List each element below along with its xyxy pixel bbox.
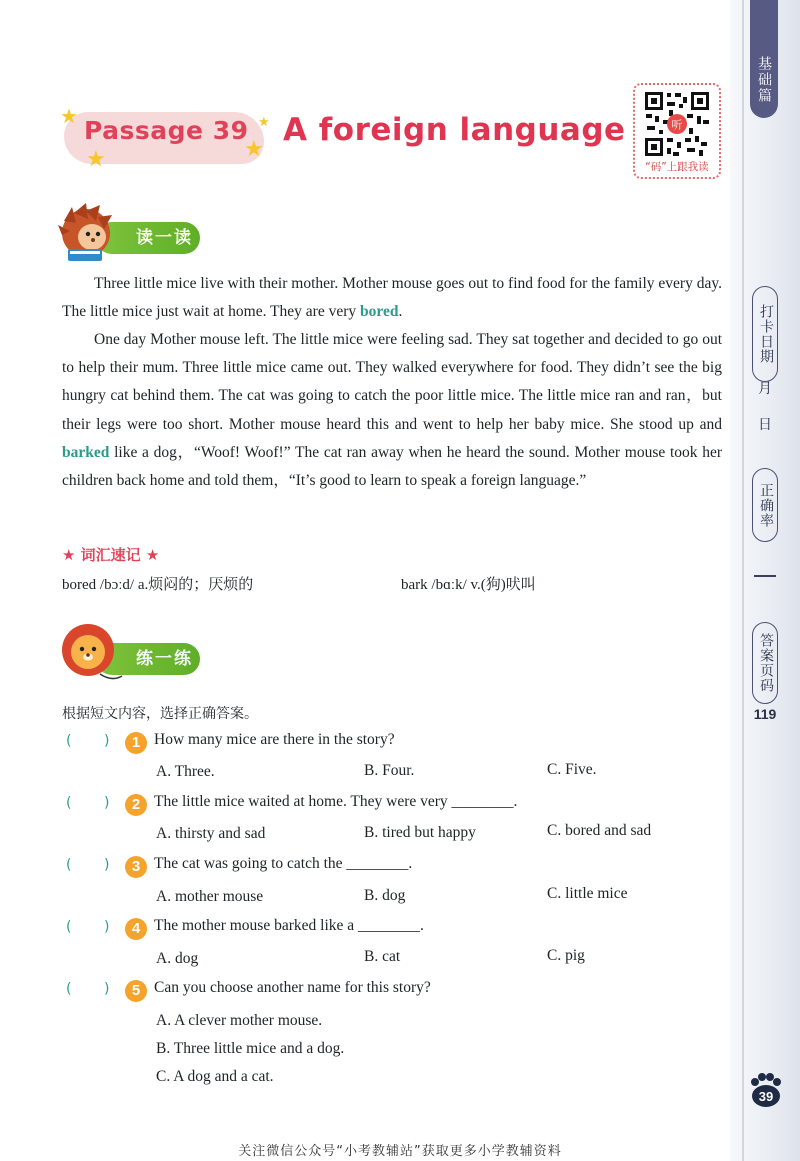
page-number-paw-icon bbox=[748, 1072, 784, 1108]
qr-badge: 听 bbox=[671, 118, 683, 132]
hedgehog-mascot-icon bbox=[58, 203, 118, 265]
lion-mascot-icon bbox=[60, 622, 124, 688]
question-text: The mother mouse barked like a ________. bbox=[154, 917, 424, 934]
vocab-heading: ★ 词汇速记 ★ bbox=[62, 546, 160, 564]
sidebar-day: 日 bbox=[758, 417, 772, 433]
reading-paragraph-2: One day Mother mouse left. The little mice were feeling sad. They sat together and decided to go out to help their mum. Three little mice came out. They walked everywhere for food. They didn’t see the big hungry cat behind them. The cat was going to catch the poor little mice. The little mice ran and ran，but their legs were too short. Mother mouse heard this and went to help her baby mice. She stood up and barked like a dog，“Woof! Woof!” The cat ran away when he heard the sound. Mother mouse took her children back home and told them，“It’s good to learn to speak a foreign language.” bbox=[62, 331, 722, 490]
sidebar-accuracy: 正确率 bbox=[752, 468, 778, 542]
option-a: A. Three. bbox=[156, 763, 215, 780]
page-number: 39 bbox=[758, 1089, 774, 1104]
passage-number: Passage 39 bbox=[84, 116, 249, 145]
question-text: Can you choose another name for this story? bbox=[154, 979, 431, 996]
question-number: 2 bbox=[125, 794, 147, 816]
keyword-bored: bored bbox=[360, 303, 399, 321]
vocab-item-bored: bored /bɔːd/ a.烦闷的；厌烦的 bbox=[62, 577, 254, 593]
footer-note: 关注微信公众号“小考教辅站”获取更多小学教辅资料 bbox=[238, 1144, 562, 1159]
question-number: 4 bbox=[125, 918, 147, 940]
star-icon: ★ bbox=[60, 106, 78, 128]
question-text: The little mice waited at home. They were very ________. bbox=[154, 793, 518, 810]
keyword-barked: barked bbox=[62, 443, 110, 461]
option-b: B. Four. bbox=[364, 762, 415, 779]
option-a: A. thirsty and sad bbox=[156, 825, 266, 842]
option-b: B. dog bbox=[364, 887, 406, 904]
exercise-instruction: 根据短文内容，选择正确答案。 bbox=[62, 706, 258, 722]
sidebar-answer-page: 答案页码 bbox=[752, 622, 778, 704]
option-c: C. A dog and a cat. bbox=[156, 1068, 274, 1085]
qr-code-block[interactable] bbox=[633, 83, 721, 179]
question-text: How many mice are there in the story? bbox=[154, 731, 395, 748]
question-number: 1 bbox=[125, 732, 147, 754]
page-title: A foreign language bbox=[283, 112, 626, 148]
option-b: B. Three little mice and a dog. bbox=[156, 1040, 345, 1057]
page-edge-strip bbox=[730, 0, 800, 1161]
sidebar-divider bbox=[754, 575, 776, 577]
sidebar-checkin-date: 打卡日期 bbox=[752, 286, 778, 382]
option-c: C. pig bbox=[547, 947, 585, 964]
question-number: 5 bbox=[125, 980, 147, 1002]
sidebar-tab-basic[interactable]: 基础篇 bbox=[750, 0, 778, 118]
sidebar-answer-page-number: 119 bbox=[753, 706, 777, 722]
qr-code-icon bbox=[643, 90, 711, 158]
option-c: C. bored and sad bbox=[547, 822, 652, 839]
sidebar-month: 月 bbox=[758, 381, 772, 397]
option-b: B. cat bbox=[364, 948, 401, 965]
qr-caption: “码”上跟我读 bbox=[645, 161, 709, 173]
question-number: 3 bbox=[125, 856, 147, 878]
reading-paragraph-1: Three little mice live with their mother. Mother mouse goes out to find food for the family every day. The little mice just wait at home. They are very bored. bbox=[62, 275, 722, 321]
question-text: The cat was going to catch the ________. bbox=[154, 855, 413, 872]
page-edge-line bbox=[742, 0, 744, 1161]
section-read-header: 读一读 bbox=[96, 222, 200, 254]
option-c: C. Five. bbox=[547, 761, 597, 778]
star-icon: ★ bbox=[244, 136, 264, 161]
star-icon: ★ bbox=[258, 114, 270, 129]
section-practice-header: 练一练 bbox=[96, 643, 200, 675]
option-c: C. little mice bbox=[547, 885, 628, 902]
option-b: B. tired but happy bbox=[364, 824, 476, 841]
star-icon: ★ bbox=[86, 146, 106, 171]
option-a: A. A clever mother mouse. bbox=[156, 1012, 323, 1029]
option-a: A. mother mouse bbox=[156, 888, 264, 905]
vocab-item-bark: bark /bɑːk/ v.(狗)吠叫 bbox=[401, 577, 536, 593]
option-a: A. dog bbox=[156, 950, 199, 967]
